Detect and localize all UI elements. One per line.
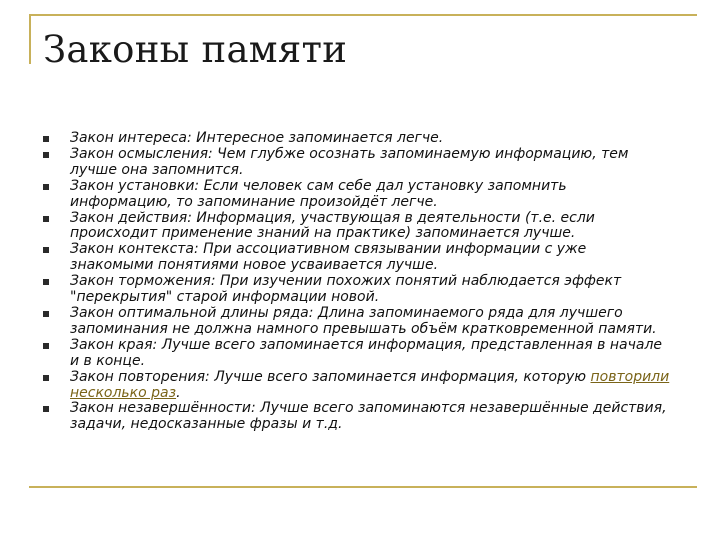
law-item-edge: [42, 338, 672, 370]
law-item-comprehension: [42, 147, 672, 179]
law-item-interest: [42, 131, 672, 147]
square-bullet-icon: [43, 136, 49, 142]
law-item-action: [42, 211, 672, 243]
law-text-suffix: .: [176, 384, 181, 401]
law-text: Закон повторения: Лучше всего запоминается информация, которую: [70, 368, 591, 385]
repetition-link[interactable]: повторили несколько раз: [70, 368, 670, 401]
law-text: Закон интереса: Интересное запоминается легче.: [70, 130, 444, 146]
law-item-incompleteness: [42, 401, 672, 433]
law-text: Закон установки: Если человек сам себе дал установку запомнить информацию, то запоминание произойдёт легче.: [70, 177, 567, 210]
slide-title: Законы памяти: [43, 28, 348, 71]
law-item-inhibition: [42, 274, 672, 306]
bottom-divider-line: [29, 486, 697, 488]
law-text: Закон осмысления: Чем глубже осознать запоминаемую информацию, тем лучше она запомнится.: [70, 145, 629, 178]
law-text: Закон торможения: При изучении похожих понятий наблюдается эффект "перекрытия" старой информации новой.: [70, 273, 622, 306]
title-frame-vertical-line: [29, 14, 31, 64]
square-bullet-icon: [43, 279, 49, 285]
law-item-repetition: [42, 370, 672, 402]
square-bullet-icon: [43, 406, 49, 412]
law-text: Закон действия: Информация, участвующая в деятельности (т.е. если происходит применение знаний на практике) запоминается лучше.: [70, 209, 595, 242]
square-bullet-icon: [43, 311, 49, 317]
law-item-attitude: [42, 179, 672, 211]
square-bullet-icon: [43, 216, 49, 222]
law-item-context: [42, 242, 672, 274]
title-frame-top-line: [29, 14, 697, 16]
law-item-optimal-length: [42, 306, 672, 338]
square-bullet-icon: [43, 343, 49, 349]
law-text: Закон контекста: При ассоциативном связывании информации с уже знакомыми понятиями новое усваивается лучше.: [70, 241, 587, 274]
law-text: Закон оптимальной длины ряда: Длина запоминаемого ряда для лучшего запоминания не должна намного превышать объём кратковременной памяти.: [70, 304, 657, 337]
law-text: Закон края: Лучше всего запоминается информация, представленная в начале и в конце.: [70, 336, 662, 369]
square-bullet-icon: [43, 184, 49, 190]
law-text: Закон незавершённости: Лучше всего запоминаются незавершённые действия, задачи, недосказанные фразы и т.д.: [70, 400, 667, 433]
laws-list: [42, 131, 672, 433]
square-bullet-icon: [43, 247, 49, 253]
square-bullet-icon: [43, 375, 49, 381]
square-bullet-icon: [43, 152, 49, 158]
